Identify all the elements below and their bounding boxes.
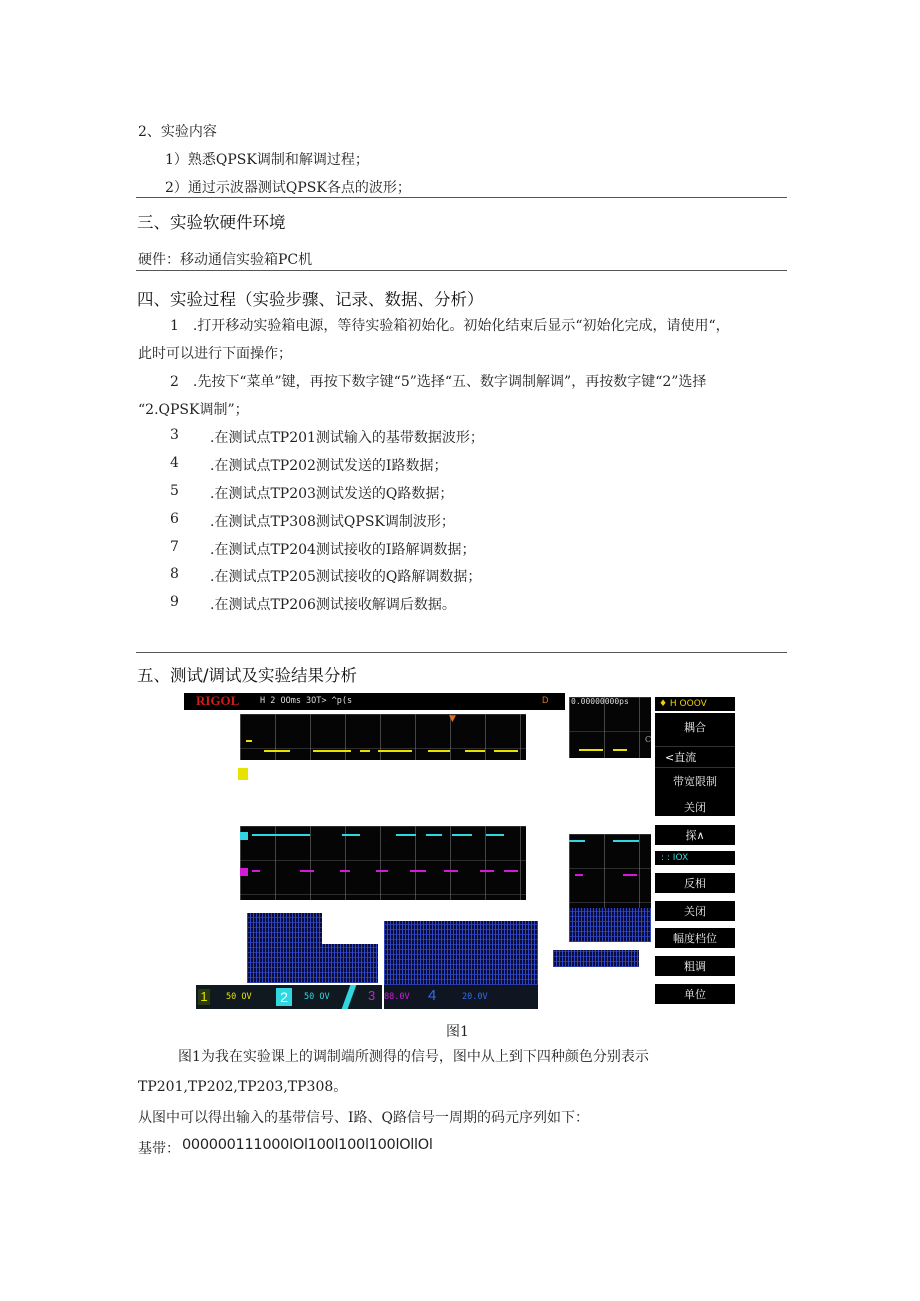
channel-2-scale: 50 OV	[304, 992, 330, 1002]
channel-3-scale: 88.0V	[384, 992, 410, 1002]
step-6-number: 6	[170, 511, 179, 527]
channel-4-scale: 20.0V	[462, 992, 488, 1002]
channel-4-number: 4	[428, 987, 437, 1004]
baseband-label: 基带：	[138, 1141, 180, 1157]
menu-invert-off-option[interactable]: 关闭	[655, 901, 735, 921]
timebase-readout: H 2 OOms 3OT> ^p(s	[260, 696, 353, 706]
step-4-number: 4	[170, 455, 179, 471]
step-3-number: 3	[170, 427, 179, 443]
step-9-number: 9	[170, 594, 179, 610]
figure-caption: 图1	[446, 1024, 469, 1040]
channel-3-marker-icon	[240, 868, 248, 876]
step-4-text: .在测试点TP202测试发送的I路数据；	[210, 458, 448, 474]
section-5-heading: 五、测试/调试及实验结果分析	[137, 666, 358, 685]
section-2-item-2: 2）通过示波器测试QPSK各点的波形；	[165, 180, 411, 196]
right-upper-panel: 0.00000000ps C	[569, 697, 651, 758]
divider	[136, 652, 787, 653]
step-2-line-1: 2 .先按下“菜单”键，再按下数字键“5”选择“五、数字调制解调”，再按数字键“2”选择	[170, 374, 707, 390]
menu-bandwidth-limit-button[interactable]: 带宽限制	[655, 772, 735, 790]
step-5-text: .在测试点TP203测试发送的Q路数据；	[210, 486, 454, 502]
step-7-text: .在测试点TP204测试接收的I路解调数据；	[210, 542, 476, 558]
divider	[136, 270, 787, 271]
rigol-logo: RIGOL	[196, 693, 240, 708]
step-1-line-1: 1 .打开移动实验箱电源，等待实验箱初始化。初始化结束后显示“初始化完成，请使用“，	[170, 318, 730, 334]
analysis-paragraph-2: 从图中可以得出输入的基带信号、I路、Q路信号一周期的码元序列如下：	[138, 1110, 590, 1126]
analysis-paragraph-line-1: 图1为我在实验课上的调制端所测得的信号，图中从上到下四种颜色分别表示	[178, 1049, 649, 1065]
step-5-number: 5	[170, 483, 179, 499]
section-4-heading: 四、实验过程（实验步骤、记录、数据、分析）	[137, 290, 484, 309]
menu-bandwidth-off-option[interactable]: 关闭	[655, 798, 735, 816]
channel-2-number: 2	[276, 988, 292, 1006]
step-7-number: 7	[170, 539, 179, 555]
baseband-sequence: 000000111000lOl100l100l100lOllOl	[182, 1137, 433, 1153]
menu-unit-button[interactable]: 单位	[655, 984, 735, 1004]
channel-2-3-panel	[240, 826, 526, 900]
channel-4-panel-left-extension	[322, 944, 378, 983]
menu-invert-button[interactable]: 反相	[655, 873, 735, 893]
menu-probe-button[interactable]: 探∧	[655, 825, 735, 845]
step-9-text: .在测试点TP206测试接收解调后数据。	[210, 597, 456, 613]
step-3-text: .在测试点TP201测试输入的基带数据波形；	[210, 430, 484, 446]
channel-4-panel-strip	[553, 950, 639, 967]
menu-header-readout: ♦ H OOOV	[655, 697, 735, 711]
menu-volts-div-button[interactable]: 幅度档位	[655, 928, 735, 948]
channel-4-panel-left	[247, 913, 322, 983]
right-time-readout: 0.00000000ps	[571, 697, 629, 706]
section-2-title: 2、实验内容	[138, 124, 217, 140]
menu-dc-option[interactable]: <直流	[655, 746, 735, 768]
step-6-text: .在测试点TP308测试QPSK调制波形；	[210, 514, 455, 530]
channel-4-label-bar	[384, 985, 538, 1009]
section-3-heading: 三、实验软硬件环境	[137, 213, 286, 232]
section-2-item-1: 1）熟悉QPSK调制和解调过程；	[165, 152, 369, 168]
step-2-line-2: “2.QPSK调制”；	[138, 402, 249, 418]
hardware-text: 硬件：移动通信实验箱PC机	[138, 252, 313, 268]
analysis-paragraph-line-2: TP201,TP202,TP203,TP308。	[138, 1079, 348, 1095]
channel-2-marker-icon	[240, 832, 248, 840]
channel-1-marker-icon	[238, 768, 248, 780]
menu-coarse-option[interactable]: 粗调	[655, 956, 735, 976]
divider	[136, 197, 787, 198]
channel-label-bar	[196, 985, 382, 1009]
channel-3-number: 3	[368, 988, 376, 1003]
channel-4-panel-middle	[384, 921, 538, 985]
step-1-line-2: 此时可以进行下面操作；	[138, 346, 292, 362]
channel-1-panel	[240, 714, 526, 760]
menu-coupling-button[interactable]: 耦合	[655, 718, 735, 736]
step-8-text: .在测试点TP205测试接收的Q路解调数据；	[210, 569, 482, 585]
scope-header-bar	[184, 693, 565, 710]
right-lower-panel	[569, 834, 651, 942]
trigger-status: D	[542, 695, 549, 705]
channel-1-number: 1	[198, 989, 210, 1005]
channel-1-scale: 50 OV	[226, 992, 252, 1002]
trigger-marker-icon: ▼	[449, 714, 456, 724]
menu-probe-ratio: : : IOX	[655, 851, 735, 865]
step-8-number: 8	[170, 566, 179, 582]
